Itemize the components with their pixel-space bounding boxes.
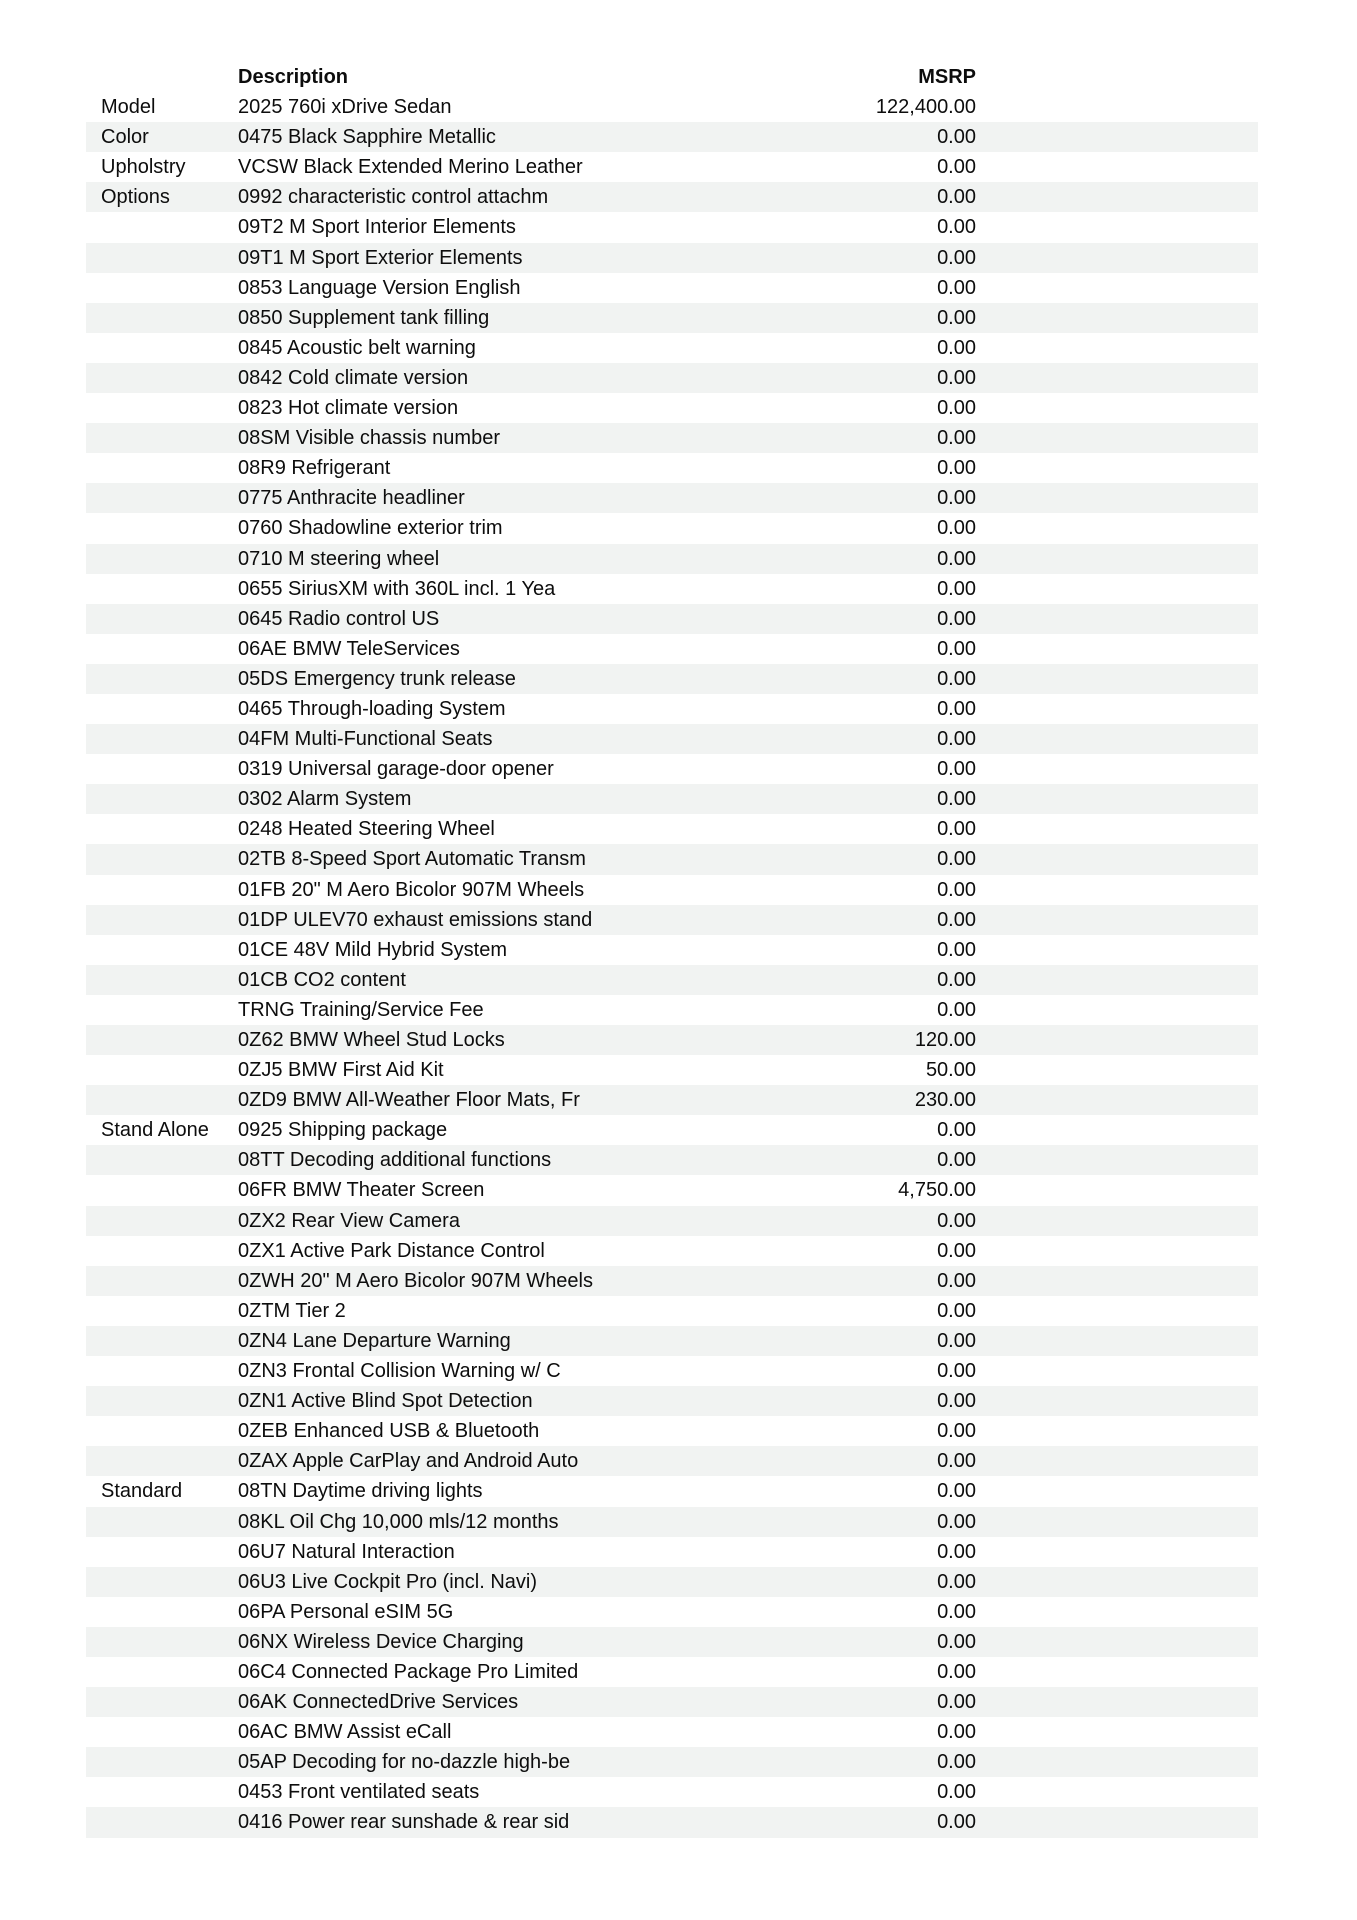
- table-row: [86, 1416, 1258, 1446]
- table-row: [86, 423, 1258, 453]
- msrp-cell: 0.00: [937, 457, 976, 480]
- table-row: [86, 1055, 1258, 1085]
- category-cell: [86, 1326, 238, 1356]
- msrp-cell: 0.00: [937, 1239, 976, 1262]
- table-row: [86, 1807, 1258, 1837]
- msrp-cell: 0.00: [937, 487, 976, 510]
- description-cell: 0992 characteristic control attachm: [238, 186, 549, 209]
- description-cell: 0319 Universal garage-door opener: [238, 758, 554, 781]
- description-cell: 0925 Shipping package: [238, 1119, 448, 1142]
- category-cell: [86, 393, 238, 423]
- category-cell: [86, 1747, 238, 1777]
- table-row: [86, 92, 1258, 122]
- msrp-cell: 0.00: [937, 1600, 976, 1623]
- description-cell: 09T2 M Sport Interior Elements: [238, 216, 516, 239]
- category-cell: Options: [101, 186, 170, 209]
- table-row: [86, 182, 1258, 212]
- msrp-cell: 0.00: [937, 276, 976, 299]
- msrp-cell: 0.00: [937, 427, 976, 450]
- description-cell: 09T1 M Sport Exterior Elements: [238, 246, 523, 269]
- msrp-cell: 0.00: [937, 697, 976, 720]
- category-cell: Upholstry: [101, 156, 186, 179]
- description-cell: 06NX Wireless Device Charging: [238, 1630, 524, 1653]
- table-row: [86, 1206, 1258, 1236]
- table-row: [86, 513, 1258, 543]
- description-cell: 0ZEB Enhanced USB & Bluetooth: [238, 1420, 540, 1443]
- msrp-cell: 0.00: [937, 1149, 976, 1172]
- description-cell: 0823 Hot climate version: [238, 397, 459, 420]
- category-cell: [86, 1597, 238, 1627]
- category-cell: [86, 724, 238, 754]
- msrp-cell: 0.00: [937, 1390, 976, 1413]
- msrp-cell: 0.00: [937, 758, 976, 781]
- category-cell: [86, 1777, 238, 1807]
- msrp-column-header: MSRP: [918, 66, 976, 88]
- table-row: [86, 574, 1258, 604]
- description-cell: 01CE 48V Mild Hybrid System: [238, 938, 507, 961]
- category-cell: [86, 1537, 238, 1567]
- msrp-cell: 0.00: [937, 517, 976, 540]
- category-cell: [86, 1266, 238, 1296]
- table-row: [86, 303, 1258, 333]
- table-row: [86, 1597, 1258, 1627]
- table-row: [86, 333, 1258, 363]
- msrp-cell: 0.00: [937, 908, 976, 931]
- category-cell: [86, 1507, 238, 1537]
- table-row: [86, 1175, 1258, 1205]
- table-row: [86, 875, 1258, 905]
- category-cell: [86, 1717, 238, 1747]
- table-row: [86, 1747, 1258, 1777]
- description-cell: 06PA Personal eSIM 5G: [238, 1600, 454, 1623]
- msrp-cell: 0.00: [937, 1751, 976, 1774]
- description-cell: 0ZN4 Lane Departure Warning: [238, 1329, 511, 1352]
- description-cell: 06AE BMW TeleServices: [238, 637, 460, 660]
- description-column-header: Description: [238, 66, 349, 88]
- description-cell: 0Z62 BMW Wheel Stud Locks: [238, 1029, 505, 1051]
- msrp-cell: 0.00: [937, 1781, 976, 1804]
- description-cell: 08TN Daytime driving lights: [238, 1480, 483, 1503]
- description-cell: 06U7 Natural Interaction: [238, 1540, 455, 1563]
- msrp-cell: 0.00: [937, 938, 976, 961]
- description-cell: 08SM Visible chassis number: [238, 427, 500, 450]
- category-cell: [86, 1236, 238, 1266]
- description-cell: 0645 Radio control US: [238, 607, 440, 630]
- description-cell: 05AP Decoding for no-dazzle high-be: [238, 1751, 571, 1774]
- description-cell: 0845 Acoustic belt warning: [238, 336, 476, 359]
- msrp-cell: 0.00: [937, 1510, 976, 1533]
- msrp-cell: 0.00: [937, 1721, 976, 1744]
- msrp-cell: 0.00: [937, 1269, 976, 1292]
- description-cell: TRNG Training/Service Fee: [238, 998, 484, 1021]
- table-row: [86, 1687, 1258, 1717]
- category-cell: Standard: [101, 1480, 183, 1503]
- msrp-cell: 0.00: [937, 728, 976, 751]
- category-cell: [86, 423, 238, 453]
- table-row: [86, 152, 1258, 182]
- msrp-cell: 0.00: [937, 667, 976, 690]
- category-cell: [86, 875, 238, 905]
- msrp-cell: 0.00: [937, 637, 976, 660]
- table-row: [86, 1236, 1258, 1266]
- category-cell: [86, 544, 238, 574]
- description-cell: 0655 SiriusXM with 360L incl. 1 Yea: [238, 577, 556, 600]
- msrp-cell: 0.00: [937, 1660, 976, 1683]
- description-cell: 06C4 Connected Package Pro Limited: [238, 1660, 579, 1683]
- category-cell: [86, 513, 238, 543]
- table-row: [86, 273, 1258, 303]
- table-row: [86, 1326, 1258, 1356]
- msrp-cell: 120.00: [914, 1029, 976, 1051]
- description-cell: 0775 Anthracite headliner: [238, 487, 465, 510]
- table-row: [86, 1567, 1258, 1597]
- category-cell: Color: [101, 126, 149, 149]
- description-cell: 02TB 8-Speed Sport Automatic Transm: [238, 848, 586, 871]
- table-row: [86, 604, 1258, 634]
- category-cell: [86, 784, 238, 814]
- msrp-cell: 0.00: [937, 818, 976, 841]
- category-cell: [86, 212, 238, 242]
- table-row: [86, 1446, 1258, 1476]
- msrp-cell: 0.00: [937, 1119, 976, 1142]
- description-cell: 0ZAX Apple CarPlay and Android Auto: [238, 1450, 579, 1473]
- msrp-cell: 0.00: [937, 126, 976, 149]
- msrp-cell: 0.00: [937, 216, 976, 239]
- msrp-cell: 0.00: [937, 336, 976, 359]
- description-cell: 0302 Alarm System: [238, 788, 412, 811]
- description-cell: 0760 Shadowline exterior trim: [238, 517, 503, 540]
- table-row: [86, 544, 1258, 574]
- category-cell: [86, 844, 238, 874]
- description-cell: 0850 Supplement tank filling: [238, 306, 490, 329]
- msrp-cell: 0.00: [937, 1209, 976, 1232]
- category-cell: [86, 1356, 238, 1386]
- msrp-cell: 0.00: [937, 366, 976, 389]
- category-cell: [86, 1025, 238, 1055]
- description-cell: 0842 Cold climate version: [238, 366, 469, 389]
- msrp-cell: 4,750.00: [898, 1179, 976, 1202]
- table-row: [86, 995, 1258, 1025]
- category-cell: [86, 664, 238, 694]
- msrp-cell: 0.00: [937, 1691, 976, 1714]
- table-row: [86, 1717, 1258, 1747]
- table-header-row: [86, 62, 1258, 92]
- description-cell: 06U3 Live Cockpit Pro (incl. Navi): [238, 1570, 537, 1593]
- description-cell: 0453 Front ventilated seats: [238, 1781, 480, 1804]
- description-cell: 0853 Language Version English: [238, 276, 521, 299]
- table-row: [86, 1507, 1258, 1537]
- msrp-cell: 0.00: [937, 788, 976, 811]
- table-row: [86, 1025, 1258, 1055]
- category-cell: [86, 333, 238, 363]
- msrp-cell: 0.00: [937, 186, 976, 209]
- description-cell: 0ZN3 Frontal Collision Warning w/ C: [238, 1360, 561, 1383]
- table-row: [86, 664, 1258, 694]
- table-row: [86, 1476, 1258, 1506]
- category-cell: [86, 965, 238, 995]
- table-row: [86, 784, 1258, 814]
- table-row: [86, 935, 1258, 965]
- category-cell: [86, 1807, 238, 1837]
- msrp-cell: 0.00: [937, 306, 976, 329]
- category-cell: [86, 634, 238, 664]
- description-cell: 0475 Black Sapphire Metallic: [238, 126, 496, 149]
- msrp-cell: 0.00: [937, 998, 976, 1021]
- category-cell: [86, 273, 238, 303]
- category-cell: [86, 1055, 238, 1085]
- msrp-cell: 0.00: [937, 1360, 976, 1383]
- description-cell: 0ZN1 Active Blind Spot Detection: [238, 1390, 533, 1413]
- table-row: [86, 905, 1258, 935]
- category-cell: [86, 303, 238, 333]
- description-cell: 0416 Power rear sunshade & rear sid: [238, 1811, 570, 1834]
- msrp-cell: 0.00: [937, 156, 976, 179]
- description-cell: 06AC BMW Assist eCall: [238, 1721, 452, 1744]
- msrp-cell: 0.00: [937, 968, 976, 991]
- table-row: [86, 694, 1258, 724]
- pricing-table: [86, 62, 1258, 1838]
- category-cell: [86, 1145, 238, 1175]
- category-cell: [86, 754, 238, 784]
- table-row: [86, 634, 1258, 664]
- msrp-cell: 0.00: [937, 848, 976, 871]
- category-cell: [86, 1206, 238, 1236]
- category-cell: [86, 363, 238, 393]
- category-cell: Model: [101, 96, 156, 119]
- table-row: [86, 1627, 1258, 1657]
- description-cell: 08KL Oil Chg 10,000 mls/12 months: [238, 1510, 559, 1533]
- category-cell: [86, 483, 238, 513]
- category-cell: [86, 1085, 238, 1115]
- category-cell: [86, 243, 238, 273]
- category-cell: [86, 604, 238, 634]
- msrp-cell: 0.00: [937, 607, 976, 630]
- table-row: [86, 212, 1258, 242]
- msrp-cell: 0.00: [937, 1630, 976, 1653]
- table-row: [86, 1266, 1258, 1296]
- table-row: [86, 393, 1258, 423]
- table-row: [86, 1356, 1258, 1386]
- msrp-cell: 0.00: [937, 1450, 976, 1473]
- msrp-cell: 0.00: [937, 1570, 976, 1593]
- msrp-cell: 230.00: [914, 1089, 976, 1112]
- description-cell: 2025 760i xDrive Sedan: [238, 96, 452, 119]
- table-row: [86, 1296, 1258, 1326]
- description-cell: 06FR BMW Theater Screen: [238, 1179, 485, 1202]
- description-cell: 0ZD9 BMW All-Weather Floor Mats, Fr: [238, 1089, 580, 1112]
- description-cell: 0710 M steering wheel: [238, 547, 440, 570]
- table-row: [86, 1777, 1258, 1807]
- msrp-cell: 0.00: [937, 1329, 976, 1352]
- table-row: [86, 1145, 1258, 1175]
- description-cell: VCSW Black Extended Merino Leather: [238, 156, 583, 179]
- table-row: [86, 1115, 1258, 1145]
- table-row: [86, 1537, 1258, 1567]
- category-column-header: [86, 62, 238, 92]
- category-cell: [86, 814, 238, 844]
- description-cell: 0465 Through-loading System: [238, 697, 506, 720]
- msrp-cell: 0.00: [937, 577, 976, 600]
- category-cell: [86, 935, 238, 965]
- category-cell: [86, 1627, 238, 1657]
- msrp-cell: 50.00: [925, 1059, 976, 1082]
- table-row: [86, 243, 1258, 273]
- category-cell: [86, 1416, 238, 1446]
- table-row: [86, 122, 1258, 152]
- category-cell: [86, 1567, 238, 1597]
- category-cell: Stand Alone: [101, 1119, 209, 1142]
- msrp-cell: 122,400.00: [875, 96, 976, 119]
- table-row: [86, 724, 1258, 754]
- msrp-cell: 0.00: [937, 246, 976, 269]
- description-cell: 08TT Decoding additional functions: [238, 1149, 552, 1172]
- category-cell: [86, 1175, 238, 1205]
- category-cell: [86, 1386, 238, 1416]
- table-row: [86, 965, 1258, 995]
- category-cell: [86, 1296, 238, 1326]
- msrp-cell: 0.00: [937, 397, 976, 420]
- description-cell: 0ZX1 Active Park Distance Control: [238, 1239, 545, 1262]
- table-row: [86, 1085, 1258, 1115]
- category-cell: [86, 1657, 238, 1687]
- table-row: [86, 363, 1258, 393]
- table-row: [86, 1657, 1258, 1687]
- msrp-cell: 0.00: [937, 878, 976, 901]
- table-row: [86, 483, 1258, 513]
- description-cell: 0248 Heated Steering Wheel: [238, 818, 495, 841]
- table-row: [86, 844, 1258, 874]
- table-body: [86, 92, 1258, 1837]
- description-cell: 0ZJ5 BMW First Aid Kit: [238, 1059, 444, 1082]
- msrp-cell: 0.00: [937, 1811, 976, 1834]
- table-row: [86, 814, 1258, 844]
- category-cell: [86, 453, 238, 483]
- description-cell: 08R9 Refrigerant: [238, 457, 391, 480]
- msrp-cell: 0.00: [937, 1299, 976, 1322]
- category-cell: [86, 905, 238, 935]
- category-cell: [86, 995, 238, 1025]
- msrp-cell: 0.00: [937, 1420, 976, 1443]
- category-cell: [86, 1446, 238, 1476]
- description-cell: 01DP ULEV70 exhaust emissions stand: [238, 908, 593, 931]
- description-cell: 01FB 20" M Aero Bicolor 907M Wheels: [238, 878, 585, 901]
- category-cell: [86, 1687, 238, 1717]
- msrp-cell: 0.00: [937, 1480, 976, 1503]
- description-cell: 04FM Multi-Functional Seats: [238, 728, 493, 751]
- description-cell: 05DS Emergency trunk release: [238, 667, 516, 690]
- description-cell: 0ZX2 Rear View Camera: [238, 1209, 460, 1232]
- table-row: [86, 453, 1258, 483]
- category-cell: [86, 694, 238, 724]
- msrp-cell: 0.00: [937, 547, 976, 570]
- category-cell: [86, 574, 238, 604]
- msrp-cell: 0.00: [937, 1540, 976, 1563]
- table-row: [86, 1386, 1258, 1416]
- table-row: [86, 754, 1258, 784]
- description-cell: 01CB CO2 content: [238, 968, 406, 991]
- description-cell: 0ZWH 20" M Aero Bicolor 907M Wheels: [238, 1269, 593, 1292]
- description-cell: 06AK ConnectedDrive Services: [238, 1691, 519, 1714]
- description-cell: 0ZTM Tier 2: [238, 1299, 346, 1322]
